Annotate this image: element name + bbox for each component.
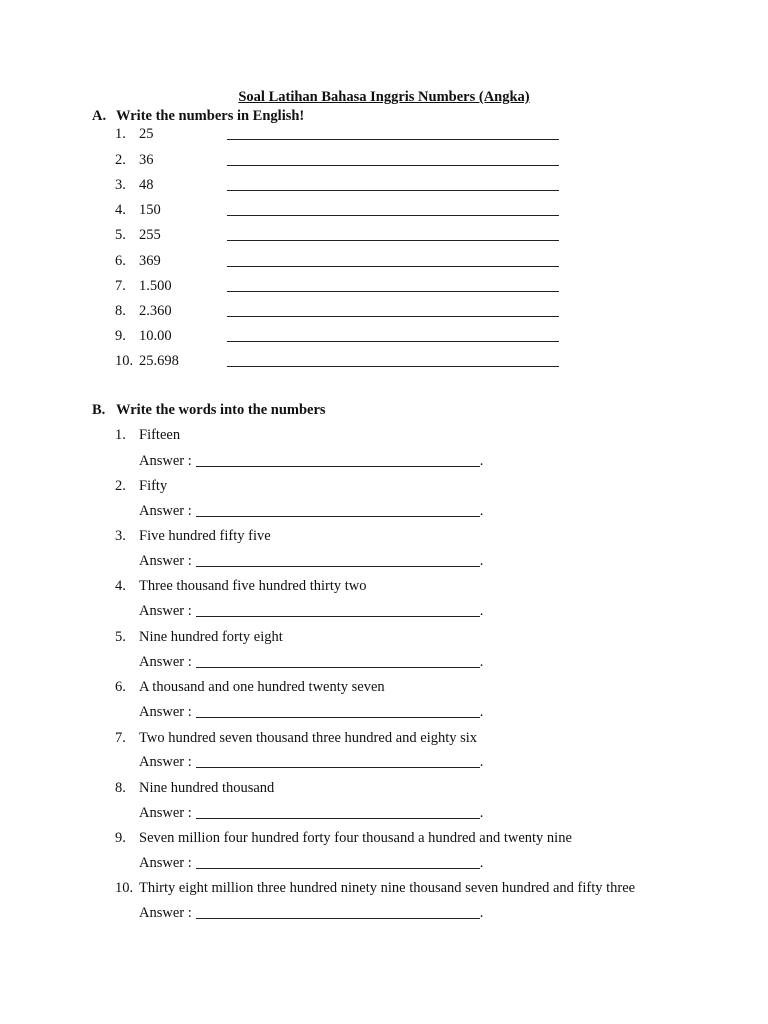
b-answer-line[interactable] <box>196 767 480 768</box>
b-item-6 <box>115 678 385 696</box>
answer-end: . <box>479 453 484 469</box>
b-answer-line[interactable] <box>196 868 480 869</box>
b-answer-line[interactable] <box>196 667 480 668</box>
a-answer-line-5[interactable] <box>227 240 559 241</box>
a-item-number: 10. <box>115 353 134 369</box>
b-item-text: Seven million four hundred forty four thousand a hundred and twenty nine <box>139 830 572 846</box>
a-item-6 <box>115 252 161 270</box>
b-item-number: 3. <box>115 528 126 544</box>
a-item-number: 8. <box>115 303 126 319</box>
section-b-title: Write the words into the numbers <box>116 402 326 418</box>
a-answer-line-9[interactable] <box>227 341 559 342</box>
b-item-3 <box>115 527 271 545</box>
a-item-number: 4. <box>115 202 126 218</box>
a-item-number: 7. <box>115 278 126 294</box>
b-item-number: 4. <box>115 578 126 594</box>
a-answer-line-10[interactable] <box>227 366 559 367</box>
answer-end: . <box>479 805 484 821</box>
a-answer-line-6[interactable] <box>227 266 559 267</box>
a-item-9 <box>115 327 172 345</box>
b-item-10 <box>115 879 635 897</box>
a-item-value: 36 <box>139 152 154 168</box>
answer-label: Answer : <box>139 503 192 519</box>
a-item-3 <box>115 176 154 194</box>
a-item-value: 10.00 <box>139 328 172 344</box>
answer-end: . <box>479 704 484 720</box>
b-item-4 <box>115 577 367 595</box>
answer-end: . <box>479 754 484 770</box>
a-item-value: 369 <box>139 253 161 269</box>
b-answer-7 <box>139 753 483 771</box>
a-answer-line-8[interactable] <box>227 316 559 317</box>
a-item-10 <box>115 352 179 370</box>
b-answer-line[interactable] <box>196 566 480 567</box>
a-item-value: 48 <box>139 177 154 193</box>
answer-end: . <box>479 503 484 519</box>
a-item-number: 5. <box>115 227 126 243</box>
b-answer-9 <box>139 854 483 872</box>
a-answer-line-3[interactable] <box>227 190 559 191</box>
a-item-2 <box>115 151 154 169</box>
a-item-7 <box>115 277 172 295</box>
answer-label: Answer : <box>139 553 192 569</box>
b-item-1 <box>115 426 180 444</box>
b-item-number: 5. <box>115 629 126 645</box>
b-item-7 <box>115 729 477 747</box>
section-b-heading <box>92 401 326 419</box>
b-item-text: Fifteen <box>139 427 181 443</box>
b-item-text: Three thousand five hundred thirty two <box>139 578 367 594</box>
b-item-text: Nine hundred forty eight <box>139 629 283 645</box>
answer-end: . <box>479 654 484 670</box>
answer-label: Answer : <box>139 654 192 670</box>
a-answer-line-4[interactable] <box>227 215 559 216</box>
answer-end: . <box>479 553 484 569</box>
a-item-value: 1.500 <box>139 278 172 294</box>
b-answer-10 <box>139 904 483 922</box>
b-item-number: 1. <box>115 427 126 443</box>
b-answer-4 <box>139 602 483 620</box>
a-item-value: 25.698 <box>139 353 179 369</box>
b-item-number: 10. <box>115 880 134 896</box>
b-answer-line[interactable] <box>196 918 480 919</box>
b-answer-line[interactable] <box>196 616 480 617</box>
a-item-number: 1. <box>115 126 126 142</box>
section-b-letter: B. <box>92 402 106 418</box>
b-item-5 <box>115 628 283 646</box>
answer-label: Answer : <box>139 905 192 921</box>
b-item-text: Five hundred fifty five <box>139 528 271 544</box>
answer-end: . <box>479 905 484 921</box>
b-item-number: 2. <box>115 478 126 494</box>
section-a-title: Write the numbers in English! <box>116 108 305 124</box>
b-item-text: Nine hundred thousand <box>139 780 275 796</box>
b-answer-line[interactable] <box>196 466 480 467</box>
b-item-text: A thousand and one hundred twenty seven <box>139 679 385 695</box>
a-item-value: 2.360 <box>139 303 172 319</box>
a-item-8 <box>115 302 172 320</box>
a-answer-line-7[interactable] <box>227 291 559 292</box>
a-item-number: 3. <box>115 177 126 193</box>
answer-label: Answer : <box>139 603 192 619</box>
a-item-5 <box>115 226 161 244</box>
a-item-1 <box>115 125 154 143</box>
b-answer-line[interactable] <box>196 516 480 517</box>
answer-end: . <box>479 603 484 619</box>
answer-label: Answer : <box>139 754 192 770</box>
b-answer-line[interactable] <box>196 818 480 819</box>
a-item-value: 150 <box>139 202 161 218</box>
b-answer-3 <box>139 552 483 570</box>
a-item-number: 2. <box>115 152 126 168</box>
b-item-text: Thirty eight million three hundred ninety nine thousand seven hundred and fifty three <box>139 880 636 896</box>
a-item-number: 9. <box>115 328 126 344</box>
a-item-value: 255 <box>139 227 161 243</box>
section-a-heading <box>92 107 304 125</box>
b-item-8 <box>115 779 274 797</box>
a-answer-line-1[interactable] <box>227 139 559 140</box>
a-answer-line-2[interactable] <box>227 165 559 166</box>
a-item-4 <box>115 201 161 219</box>
a-item-number: 6. <box>115 253 126 269</box>
answer-label: Answer : <box>139 855 192 871</box>
a-item-value: 25 <box>139 126 154 142</box>
answer-label: Answer : <box>139 704 192 720</box>
b-answer-2 <box>139 502 483 520</box>
b-answer-1 <box>139 452 483 470</box>
section-a-letter: A. <box>92 108 107 124</box>
b-answer-line[interactable] <box>196 717 480 718</box>
b-item-number: 6. <box>115 679 126 695</box>
b-item-number: 9. <box>115 830 126 846</box>
b-item-text: Two hundred seven thousand three hundred and eighty six <box>139 730 478 746</box>
b-answer-8 <box>139 804 483 822</box>
b-item-number: 8. <box>115 780 126 796</box>
b-item-number: 7. <box>115 730 126 746</box>
b-item-2 <box>115 477 167 495</box>
answer-label: Answer : <box>139 805 192 821</box>
b-answer-5 <box>139 653 483 671</box>
b-item-text: Fifty <box>139 478 168 494</box>
answer-label: Answer : <box>139 453 192 469</box>
b-item-9 <box>115 829 572 847</box>
b-answer-6 <box>139 703 483 721</box>
answer-end: . <box>479 855 484 871</box>
page-title: Soal Latihan Bahasa Inggris Numbers (Angka) <box>238 89 530 105</box>
